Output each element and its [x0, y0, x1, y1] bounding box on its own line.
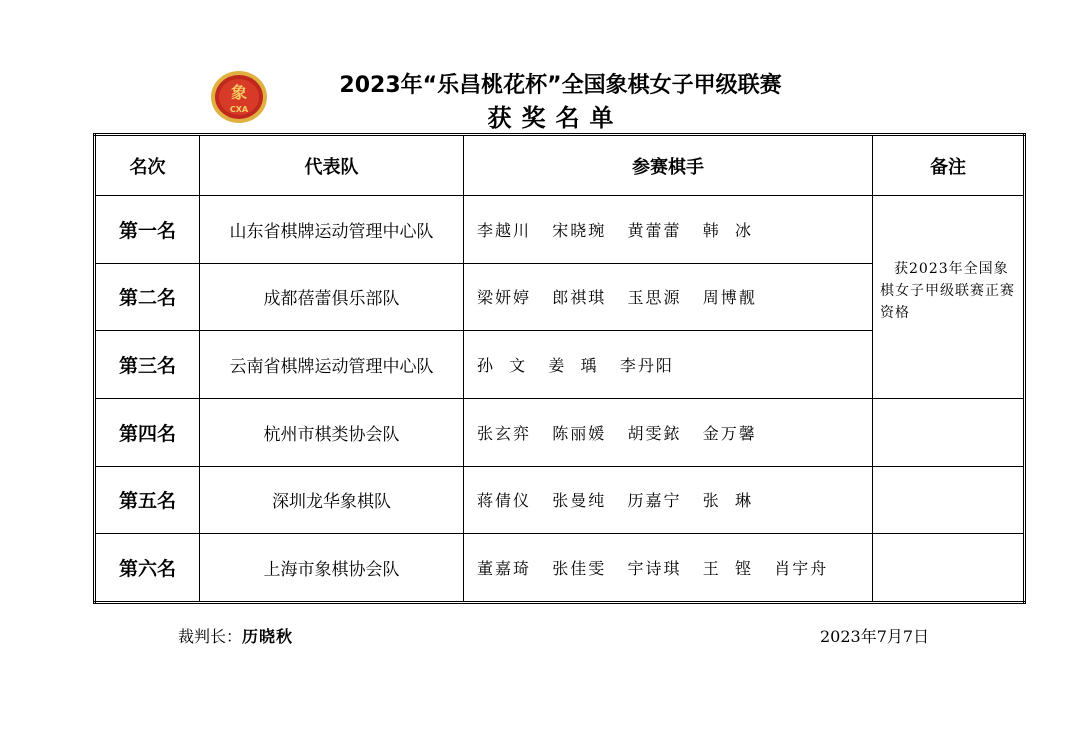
table-row	[95, 466, 1025, 534]
team-cell: 成都蓓蕾俱乐部队	[200, 263, 464, 331]
svg-text:象: 象	[230, 83, 248, 102]
page-subtitle: 获奖名单	[487, 104, 624, 132]
table-header-row	[95, 135, 1025, 196]
referee-name: 历晓秋	[242, 627, 294, 646]
players-cell: 张玄弈 陈丽媛 胡雯銥 金万馨	[464, 398, 873, 466]
note-cell	[873, 398, 1025, 466]
referee-label: 裁判长：	[178, 627, 243, 646]
table-row	[95, 534, 1025, 603]
table-row	[95, 398, 1025, 466]
note-cell	[873, 466, 1025, 534]
rank-cell: 第四名	[95, 398, 200, 466]
players-cell: 孙 文 姜 瑀 李丹阳	[464, 331, 873, 399]
document-date: 2023年7月7日	[820, 627, 930, 646]
rank-cell: 第一名	[95, 196, 200, 264]
rank-cell: 第六名	[95, 534, 200, 603]
players-cell: 董嘉琦 张佳雯 宇诗琪 王 铿 肖宇舟	[464, 534, 873, 603]
rank-cell: 第二名	[95, 263, 200, 331]
note-cell-merged	[873, 196, 1025, 399]
team-cell: 云南省棋牌运动管理中心队	[200, 331, 464, 399]
rank-cell: 第三名	[95, 331, 200, 399]
header-rank: 名次	[95, 135, 200, 196]
team-cell: 杭州市棋类协会队	[200, 398, 464, 466]
players-cell: 蒋倩仪 张曼纯 历嘉宁 张 琳	[464, 466, 873, 534]
table-row	[95, 196, 1025, 264]
header-players: 参赛棋手	[464, 135, 873, 196]
page-title: 2023年“乐昌桃花杯”全国象棋女子甲级联赛	[339, 73, 782, 98]
awards-table	[93, 133, 1026, 604]
team-cell: 深圳龙华象棋队	[200, 466, 464, 534]
team-cell: 山东省棋牌运动管理中心队	[200, 196, 464, 264]
svg-text:CXA: CXA	[229, 105, 249, 114]
header-team: 代表队	[200, 135, 464, 196]
chief-referee	[178, 624, 293, 647]
note-text: 获2023年全国象棋女子甲级联赛正赛资格	[880, 260, 1015, 321]
players-cell: 李越川 宋晓琬 黄蕾蕾 韩 冰	[464, 196, 873, 264]
team-cell: 上海市象棋协会队	[200, 534, 464, 603]
rank-cell: 第五名	[95, 466, 200, 534]
header-note: 备注	[873, 135, 1025, 196]
note-cell	[873, 534, 1025, 603]
players-cell: 梁妍婷 郎祺琪 玉思源 周博靓	[464, 263, 873, 331]
